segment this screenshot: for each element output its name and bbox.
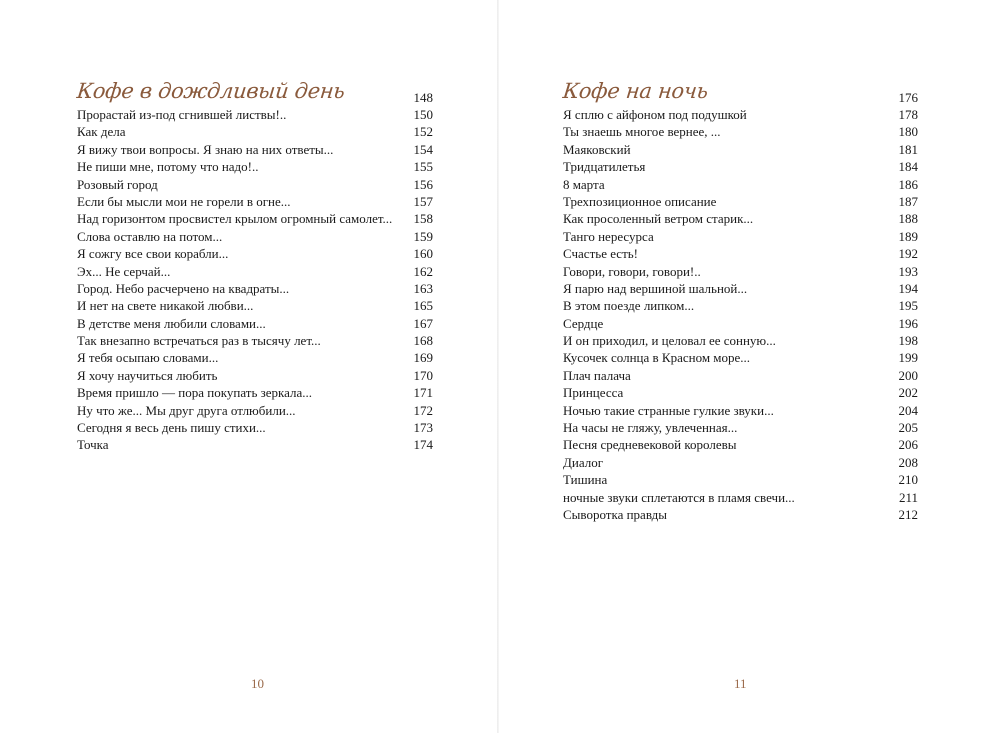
toc-entry-page: 204 (898, 402, 918, 418)
toc-entry (77, 297, 433, 314)
toc-entry (563, 315, 918, 332)
toc-entry-title: Сегодня я весь день пишу стихи... (77, 420, 266, 436)
toc-entry (563, 297, 918, 314)
toc-entry (77, 436, 433, 453)
toc-entry (77, 349, 433, 366)
toc-entry (77, 158, 433, 175)
toc-entry-title: И нет на свете никакой любви... (77, 298, 254, 314)
toc-entry (563, 245, 918, 262)
toc-entry-page: 187 (898, 193, 918, 209)
page-number: 11 (734, 676, 747, 691)
section-heading (563, 79, 918, 106)
toc-entry-page: 171 (413, 385, 433, 401)
table-of-contents-right (563, 79, 918, 523)
toc-entry-title: Я хочу научиться любить (77, 367, 218, 383)
toc-entry-page: 208 (898, 454, 918, 470)
toc-entry-title: Трехпозиционное описание (563, 193, 717, 209)
toc-entry-title: Плач палача (563, 367, 631, 383)
toc-entry-title: Диалог (563, 454, 604, 470)
toc-entry-title: Если бы мысли мои не горели в огне... (77, 193, 291, 209)
section-title: Кофе на ночь (561, 79, 710, 103)
section-title: Кофе в дождливый день (75, 79, 346, 103)
toc-entry (563, 123, 918, 140)
toc-entry-title: Маяковский (563, 141, 631, 157)
toc-entry-title: Слова оставлю на потом... (77, 228, 223, 244)
toc-entry-page: 150 (413, 107, 433, 122)
toc-entry (77, 245, 433, 262)
toc-entry-title: И он приходил, и целовал ее сонную... (563, 333, 776, 349)
toc-entry-page: 178 (898, 107, 918, 122)
toc-entry-page: 198 (898, 333, 918, 349)
toc-entry-page: 184 (898, 159, 918, 175)
toc-entry (563, 332, 918, 349)
toc-entry-title: Сыворотка правды (563, 506, 667, 522)
toc-entry (77, 315, 433, 332)
toc-entry (77, 176, 433, 193)
toc-entry (77, 210, 433, 227)
toc-entry-page: 194 (898, 280, 918, 296)
toc-entry (77, 263, 433, 280)
toc-entry (77, 228, 433, 245)
toc-entry-title: В этом поезде липком... (563, 298, 695, 314)
toc-entry-page: 158 (413, 211, 433, 227)
section-page-number: 176 (898, 90, 918, 105)
toc-entry-title: Ну что же... Мы друг друга отлюбили... (77, 402, 296, 418)
toc-entry-page: 157 (413, 193, 433, 209)
toc-entry-title: Я сожгу все свои корабли... (77, 246, 229, 262)
toc-entry-title: Я вижу твои вопросы. Я знаю на них ответы... (77, 141, 334, 157)
toc-entry (77, 106, 433, 123)
toc-entry (77, 332, 433, 349)
toc-entry-page: 167 (413, 315, 433, 331)
toc-entry-page: 192 (898, 246, 918, 262)
toc-entry (563, 489, 918, 506)
toc-entry (77, 367, 433, 384)
toc-entry (563, 471, 918, 488)
toc-entry-page: 155 (413, 159, 433, 175)
toc-entry-title: Я парю над вершиной шальной... (563, 280, 748, 296)
toc-entry-title: Город. Небо расчерчено на квадраты... (77, 280, 290, 296)
toc-entry-page: 152 (413, 124, 433, 140)
toc-entry-page: 154 (413, 141, 433, 157)
toc-entry (563, 454, 918, 471)
toc-entry-page: 162 (413, 263, 433, 279)
page-number: 10 (251, 676, 264, 691)
toc-entry-title: Как просоленный ветром старик... (563, 211, 754, 227)
toc-entry-page: 160 (413, 246, 433, 262)
toc-entry-title: Тридцатилетья (563, 159, 646, 175)
toc-entry-title: Песня средневековой королевы (563, 437, 737, 453)
toc-entry (563, 263, 918, 280)
toc-entry-title: Как дела (77, 124, 126, 140)
toc-entry-page: 211 (898, 489, 918, 505)
toc-entry-title: На часы не гляжу, увлеченная... (563, 420, 738, 436)
toc-entry-title: Эх... Не серчай... (77, 263, 171, 279)
toc-entry (563, 106, 918, 123)
toc-entry (77, 280, 433, 297)
left-page (0, 0, 497, 733)
toc-entry-title: Сердце (563, 315, 604, 331)
toc-entry-title: Я сплю с айфоном под подушкой (563, 107, 747, 122)
toc-entry-page: 199 (898, 350, 918, 366)
toc-entry-page: 174 (413, 437, 433, 453)
toc-entry (77, 402, 433, 419)
toc-entry (563, 280, 918, 297)
toc-entry-title: Ты знаешь многое вернее, ... (563, 124, 721, 140)
toc-entry-title: 8 марта (563, 176, 605, 192)
toc-entry-page: 206 (898, 437, 918, 453)
toc-entry (563, 506, 918, 523)
toc-entry-page: 173 (413, 420, 433, 436)
toc-entry (77, 141, 433, 158)
toc-entry-title: Ночью такие странные гулкие звуки... (563, 402, 774, 418)
toc-entries (77, 106, 433, 454)
toc-entry (563, 349, 918, 366)
toc-entry-page: 188 (898, 211, 918, 227)
toc-entries (563, 106, 918, 523)
toc-entry-page: 196 (898, 315, 918, 331)
toc-entry-title: В детстве меня любили словами... (77, 315, 266, 331)
toc-entry-page: 168 (413, 333, 433, 349)
toc-entry-title: Точка (77, 437, 109, 453)
toc-entry-title: Над горизонтом просвистел крылом огромный самолет... (77, 211, 393, 227)
toc-entry-title: Я тебя осыпаю словами... (77, 350, 219, 366)
toc-entry (563, 419, 918, 436)
toc-entry (77, 419, 433, 436)
toc-entry (77, 384, 433, 401)
toc-entry-page: 163 (413, 280, 433, 296)
toc-entry-page: 193 (898, 263, 918, 279)
toc-entry (563, 141, 918, 158)
toc-entry-page: 181 (898, 141, 918, 157)
toc-entry-title: Прорастай из-под сгнившей листвы!.. (77, 107, 287, 122)
toc-entry (77, 123, 433, 140)
toc-entry-title: Время пришло — пора покупать зеркала... (77, 385, 313, 401)
toc-entry-page: 180 (898, 124, 918, 140)
toc-entry-page: 212 (898, 506, 918, 522)
toc-entry-page: 170 (413, 367, 433, 383)
right-page (499, 0, 1000, 733)
toc-entry (563, 193, 918, 210)
toc-entry (563, 176, 918, 193)
toc-entry-page: 189 (898, 228, 918, 244)
toc-entry (563, 384, 918, 401)
toc-entry-page: 172 (413, 402, 433, 418)
toc-entry-page: 210 (898, 472, 918, 488)
toc-entry-title: Говори, говори, говори!.. (563, 263, 701, 279)
toc-entry-page: 195 (898, 298, 918, 314)
toc-entry (563, 228, 918, 245)
toc-entry-page: 169 (413, 350, 433, 366)
toc-entry-page: 186 (898, 176, 918, 192)
toc-entry-title: Принцесса (563, 385, 624, 401)
toc-entry-title: Не пиши мне, потому что надо!.. (77, 159, 259, 175)
toc-entry (563, 158, 918, 175)
toc-entry-title: Счастье есть! (563, 246, 639, 262)
toc-entry-title: Розовый город (77, 176, 158, 192)
toc-entry-page: 205 (898, 420, 918, 436)
section-heading (77, 79, 433, 106)
toc-entry-page: 200 (898, 367, 918, 383)
toc-entry (563, 367, 918, 384)
section-page-number: 148 (413, 90, 433, 105)
toc-entry-page: 165 (413, 298, 433, 314)
toc-entry (77, 193, 433, 210)
toc-entry-title: Кусочек солнца в Красном море... (563, 350, 751, 366)
toc-entry-title: Тишина (563, 472, 608, 488)
table-of-contents-left (77, 79, 433, 454)
toc-entry (563, 402, 918, 419)
toc-entry-page: 202 (898, 385, 918, 401)
toc-entry (563, 436, 918, 453)
toc-entry-title: ночные звуки сплетаются в пламя свечи... (563, 489, 795, 505)
toc-entry-page: 156 (413, 176, 433, 192)
toc-entry (563, 210, 918, 227)
toc-entry-page: 159 (413, 228, 433, 244)
toc-entry-title: Так внезапно встречаться раз в тысячу лет... (77, 333, 321, 349)
toc-entry-title: Танго нересурса (563, 228, 654, 244)
